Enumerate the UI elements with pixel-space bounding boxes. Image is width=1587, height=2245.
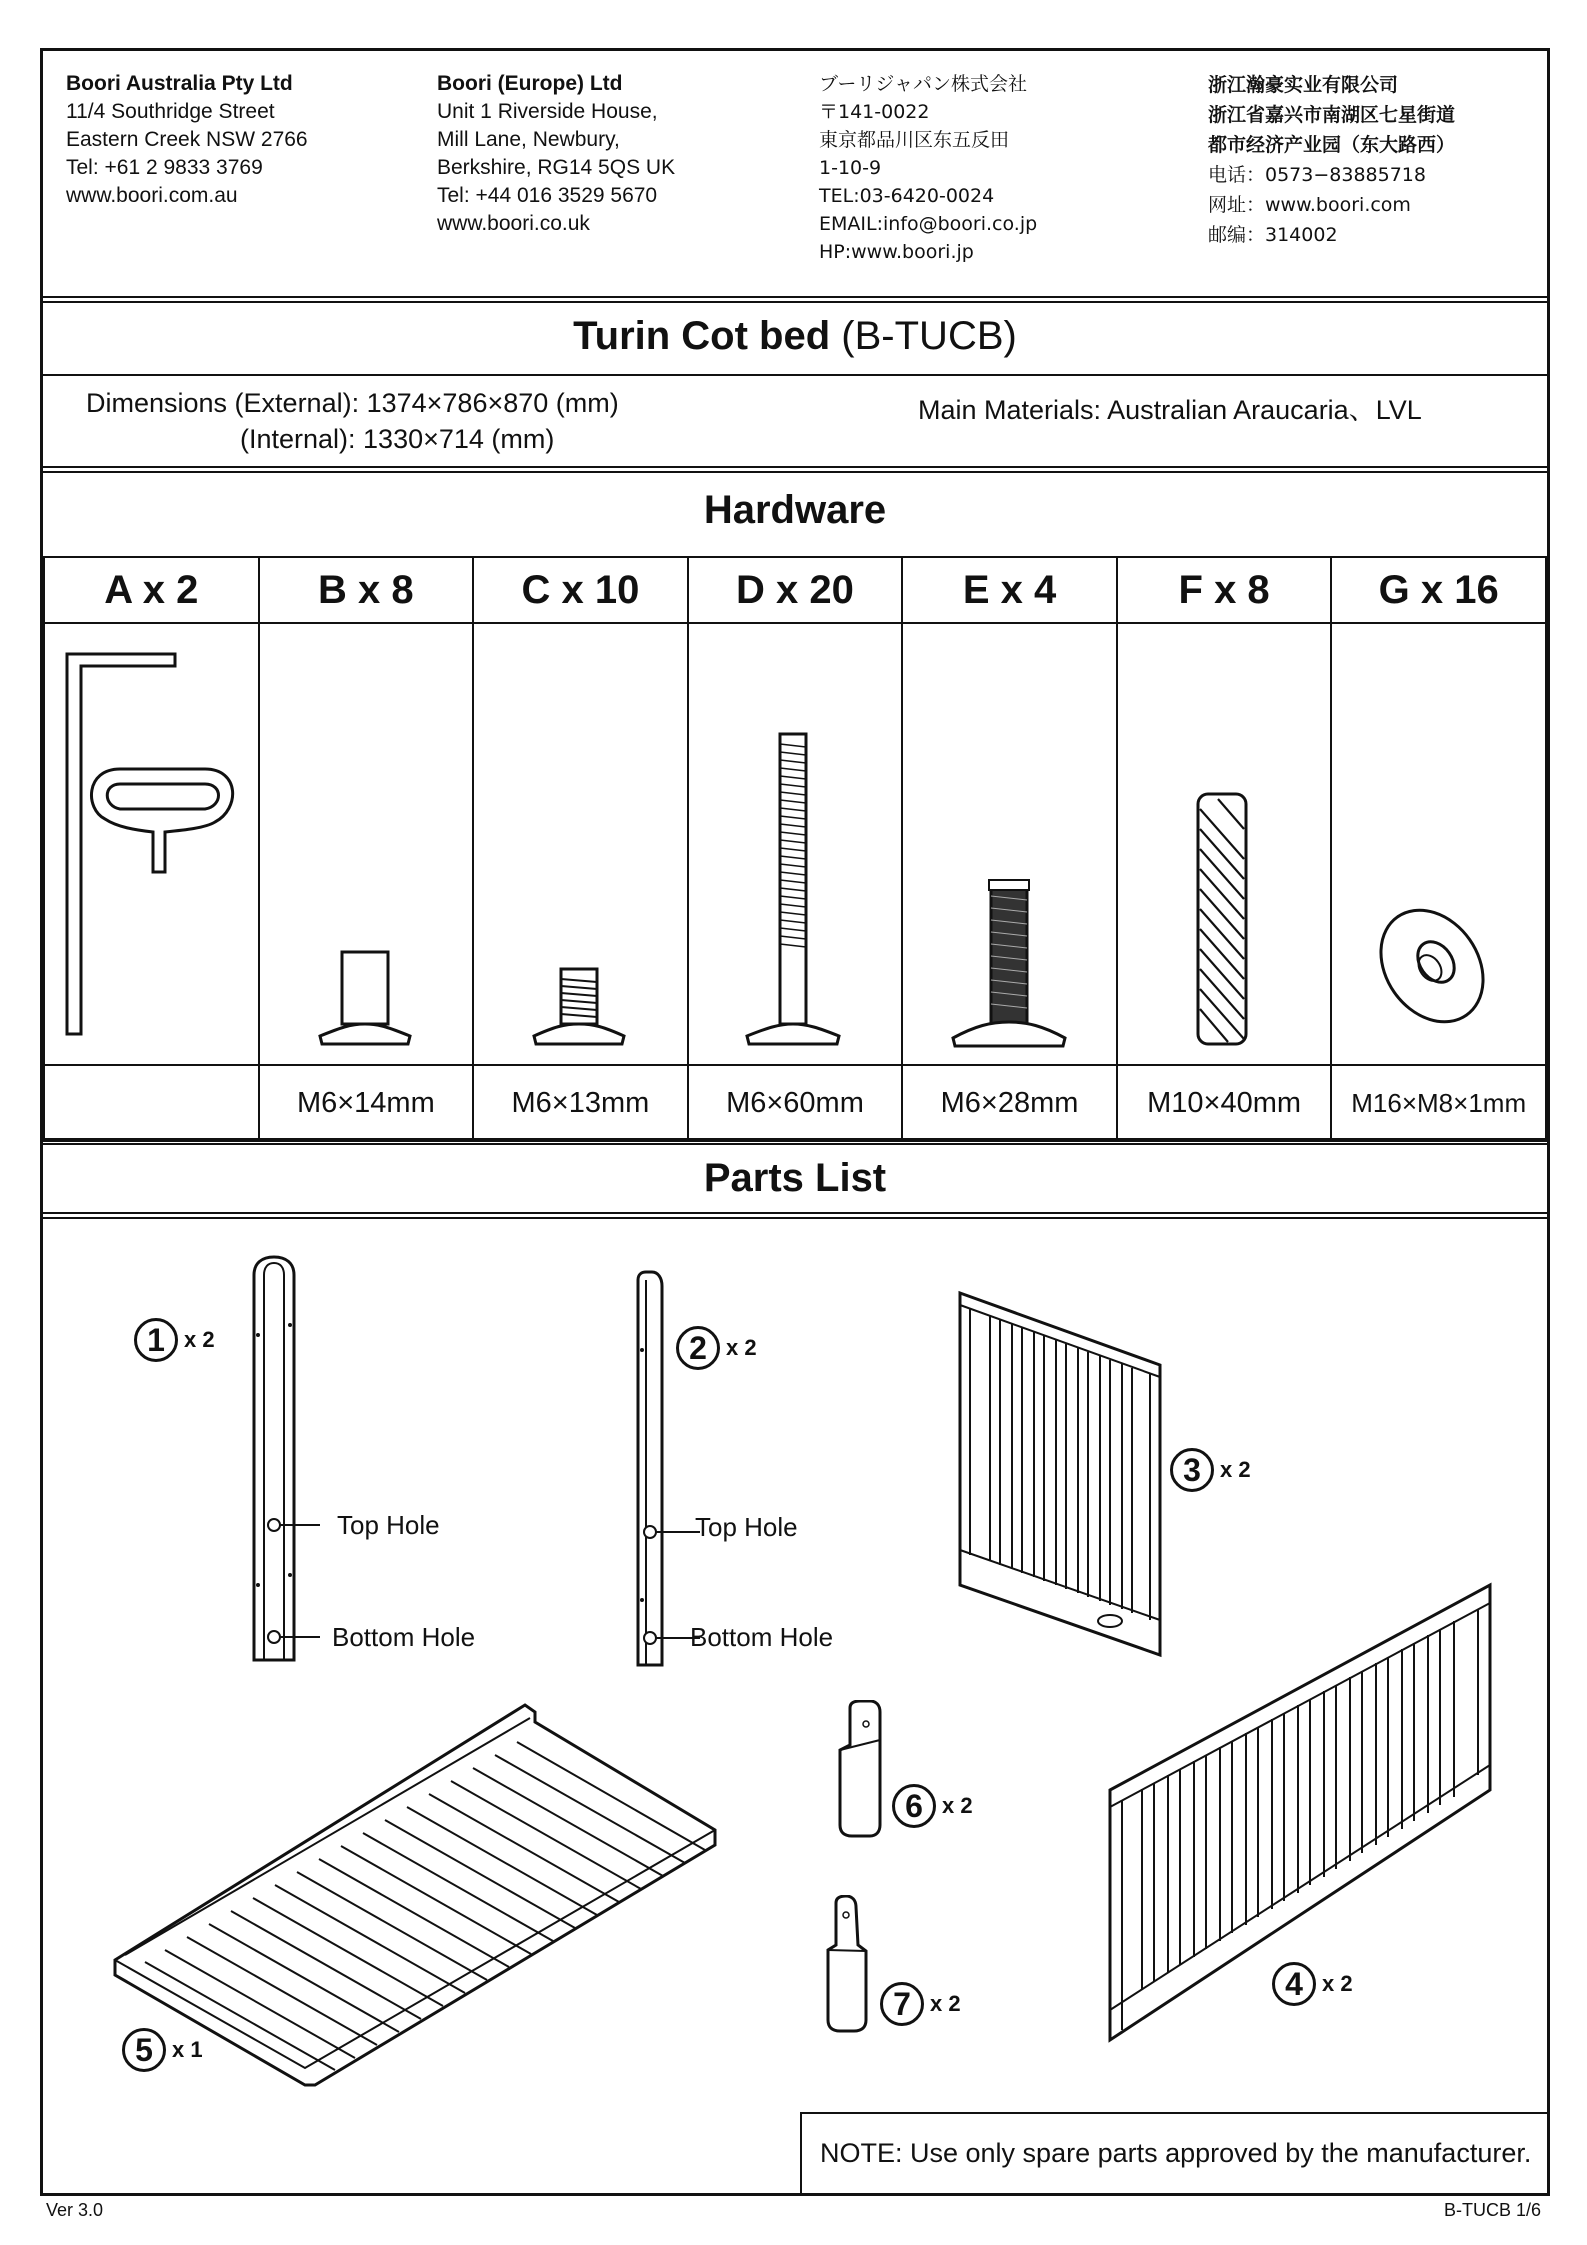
part-quantity: x 2: [942, 1793, 973, 1818]
hardware-label: A x 2: [44, 557, 259, 623]
bottom-hole-label: Bottom Hole: [690, 1622, 834, 1652]
product-name: Turin Cot bed: [573, 314, 831, 358]
contact-china: [1208, 70, 1455, 250]
hardware-size: M10×40mm: [1117, 1065, 1332, 1141]
part-quantity: x 2: [726, 1335, 757, 1360]
postal-code: 邮编：314002: [1208, 224, 1338, 246]
address-line: Unit 1 Riverside House,: [437, 100, 658, 123]
divider: [40, 1212, 1550, 1219]
contact-japan: [819, 70, 1037, 266]
postal-code: 〒141-0022: [819, 101, 930, 123]
part-5-label: [122, 2028, 203, 2072]
bottom-hole-label: Bottom Hole: [332, 1622, 476, 1652]
company-name: 浙江瀚豪实业有限公司: [1208, 74, 1399, 96]
part-quantity: x 2: [1322, 1971, 1353, 1996]
website: HP:www.boori.jp: [819, 241, 974, 263]
part-1-label: [134, 1318, 215, 1362]
website: www.boori.co.uk: [437, 212, 590, 235]
part-6-label: [892, 1784, 973, 1828]
hardware-image-cell: [1331, 623, 1546, 1065]
phone: Tel: +44 016 3529 5670: [437, 184, 658, 207]
part-7-label: [880, 1982, 961, 2026]
website: www.boori.com.au: [66, 184, 238, 207]
part-1-post-image: [240, 1255, 320, 1675]
company-name: Boori Australia Pty Ltd: [66, 72, 293, 95]
address-line: 1-10-9: [819, 157, 882, 179]
main-materials: Main Materials: Australian Araucaria、LVL: [918, 395, 1422, 425]
contact-europe: [437, 70, 675, 238]
address-line: 東京都品川区东五反田: [819, 129, 1010, 151]
part-number: 7: [880, 1982, 924, 2026]
website: 网址：www.boori.com: [1208, 194, 1411, 216]
hardware-label: C x 10: [473, 557, 688, 623]
email: EMAIL:info@boori.co.jp: [819, 213, 1038, 235]
address-line: 浙江省嘉兴市南湖区七星街道: [1208, 104, 1456, 126]
hardware-label: B x 8: [259, 557, 474, 623]
divider: [40, 1138, 1550, 1145]
part-number: 1: [134, 1318, 178, 1362]
company-name: ブーリジャパン株式会社: [819, 73, 1028, 95]
part-number: 3: [1170, 1448, 1214, 1492]
top-hole-label: Top Hole: [337, 1510, 440, 1540]
hardware-image-cell: [688, 623, 903, 1065]
hardware-image-cell: [902, 623, 1117, 1065]
divider: [40, 296, 1550, 303]
hardware-image-cell: [44, 623, 259, 1065]
barrel-nut-icon: [260, 634, 460, 1054]
address-line: 都市经济产业园（东大路西）: [1208, 134, 1456, 156]
hardware-size: M6×13mm: [473, 1065, 688, 1141]
short-bolt-icon: [474, 634, 674, 1054]
allen-key-icon: [45, 634, 245, 1054]
hardware-label: G x 16: [1331, 557, 1546, 623]
part-quantity: x 2: [1220, 1457, 1251, 1482]
hardware-table: [43, 556, 1547, 1142]
divider: [40, 374, 1550, 376]
top-hole-label: Top Hole: [695, 1512, 798, 1542]
dowel-icon: [1118, 634, 1318, 1054]
hardware-size: M6×28mm: [902, 1065, 1117, 1141]
phone: TEL:03-6420-0024: [819, 185, 995, 207]
hardware-size: [44, 1065, 259, 1141]
part-quantity: x 2: [184, 1327, 215, 1352]
hardware-label: F x 8: [1117, 557, 1332, 623]
version-label: Ver 3.0: [46, 2200, 104, 2220]
part-7-bracket-image: [818, 1895, 878, 2035]
long-bolt-icon: [689, 634, 889, 1054]
product-title: [40, 314, 1550, 359]
address-line: Berkshire, RG14 5QS UK: [437, 156, 676, 179]
parts-title: Parts List: [703, 1156, 887, 1200]
hardware-size-row: [44, 1065, 1546, 1141]
contact-australia: [66, 70, 308, 210]
phone: 电话：0573−83885718: [1208, 164, 1426, 186]
hardware-size: M6×60mm: [688, 1065, 903, 1141]
dimensions-internal: (Internal): 1330×714 (mm): [240, 424, 555, 454]
address-line: 11/4 Southridge Street: [66, 100, 275, 123]
hardware-image-cell: [1117, 623, 1332, 1065]
part-quantity: x 1: [172, 2037, 203, 2062]
part-2-label: [676, 1326, 757, 1370]
medium-bolt-icon: [903, 634, 1103, 1054]
address-line: Eastern Creek NSW 2766: [66, 128, 308, 151]
part-6-bracket-image: [830, 1700, 890, 1840]
hardware-label-row: [44, 557, 1546, 623]
phone: Tel: +61 2 9833 3769: [66, 156, 263, 179]
divider: [40, 466, 1550, 473]
dimensions-external: Dimensions (External): 1374×786×870 (mm): [86, 388, 619, 418]
hardware-title: Hardware: [703, 488, 887, 532]
part-number: 4: [1272, 1962, 1316, 2006]
company-name: Boori (Europe) Ltd: [437, 72, 623, 95]
part-number: 5: [122, 2028, 166, 2072]
hardware-image-cell: [473, 623, 688, 1065]
hardware-label: D x 20: [688, 557, 903, 623]
hardware-size: M16×M8×1mm: [1331, 1065, 1546, 1141]
note-box: NOTE: Use only spare parts approved by the manufacturer.: [800, 2112, 1550, 2196]
part-quantity: x 2: [930, 1991, 961, 2016]
page-number: B-TUCB 1/6: [1443, 2200, 1541, 2220]
hardware-image-row: [44, 623, 1546, 1065]
part-3-label: [1170, 1448, 1251, 1492]
washer-icon: [1332, 634, 1532, 1054]
hardware-image-cell: [259, 623, 474, 1065]
hardware-label: E x 4: [902, 557, 1117, 623]
hardware-size: M6×14mm: [259, 1065, 474, 1141]
part-number: 6: [892, 1784, 936, 1828]
part-number: 2: [676, 1326, 720, 1370]
part-4-label: [1272, 1962, 1353, 2006]
address-line: Mill Lane, Newbury,: [437, 128, 620, 151]
product-code: (B-TUCB): [841, 314, 1017, 358]
